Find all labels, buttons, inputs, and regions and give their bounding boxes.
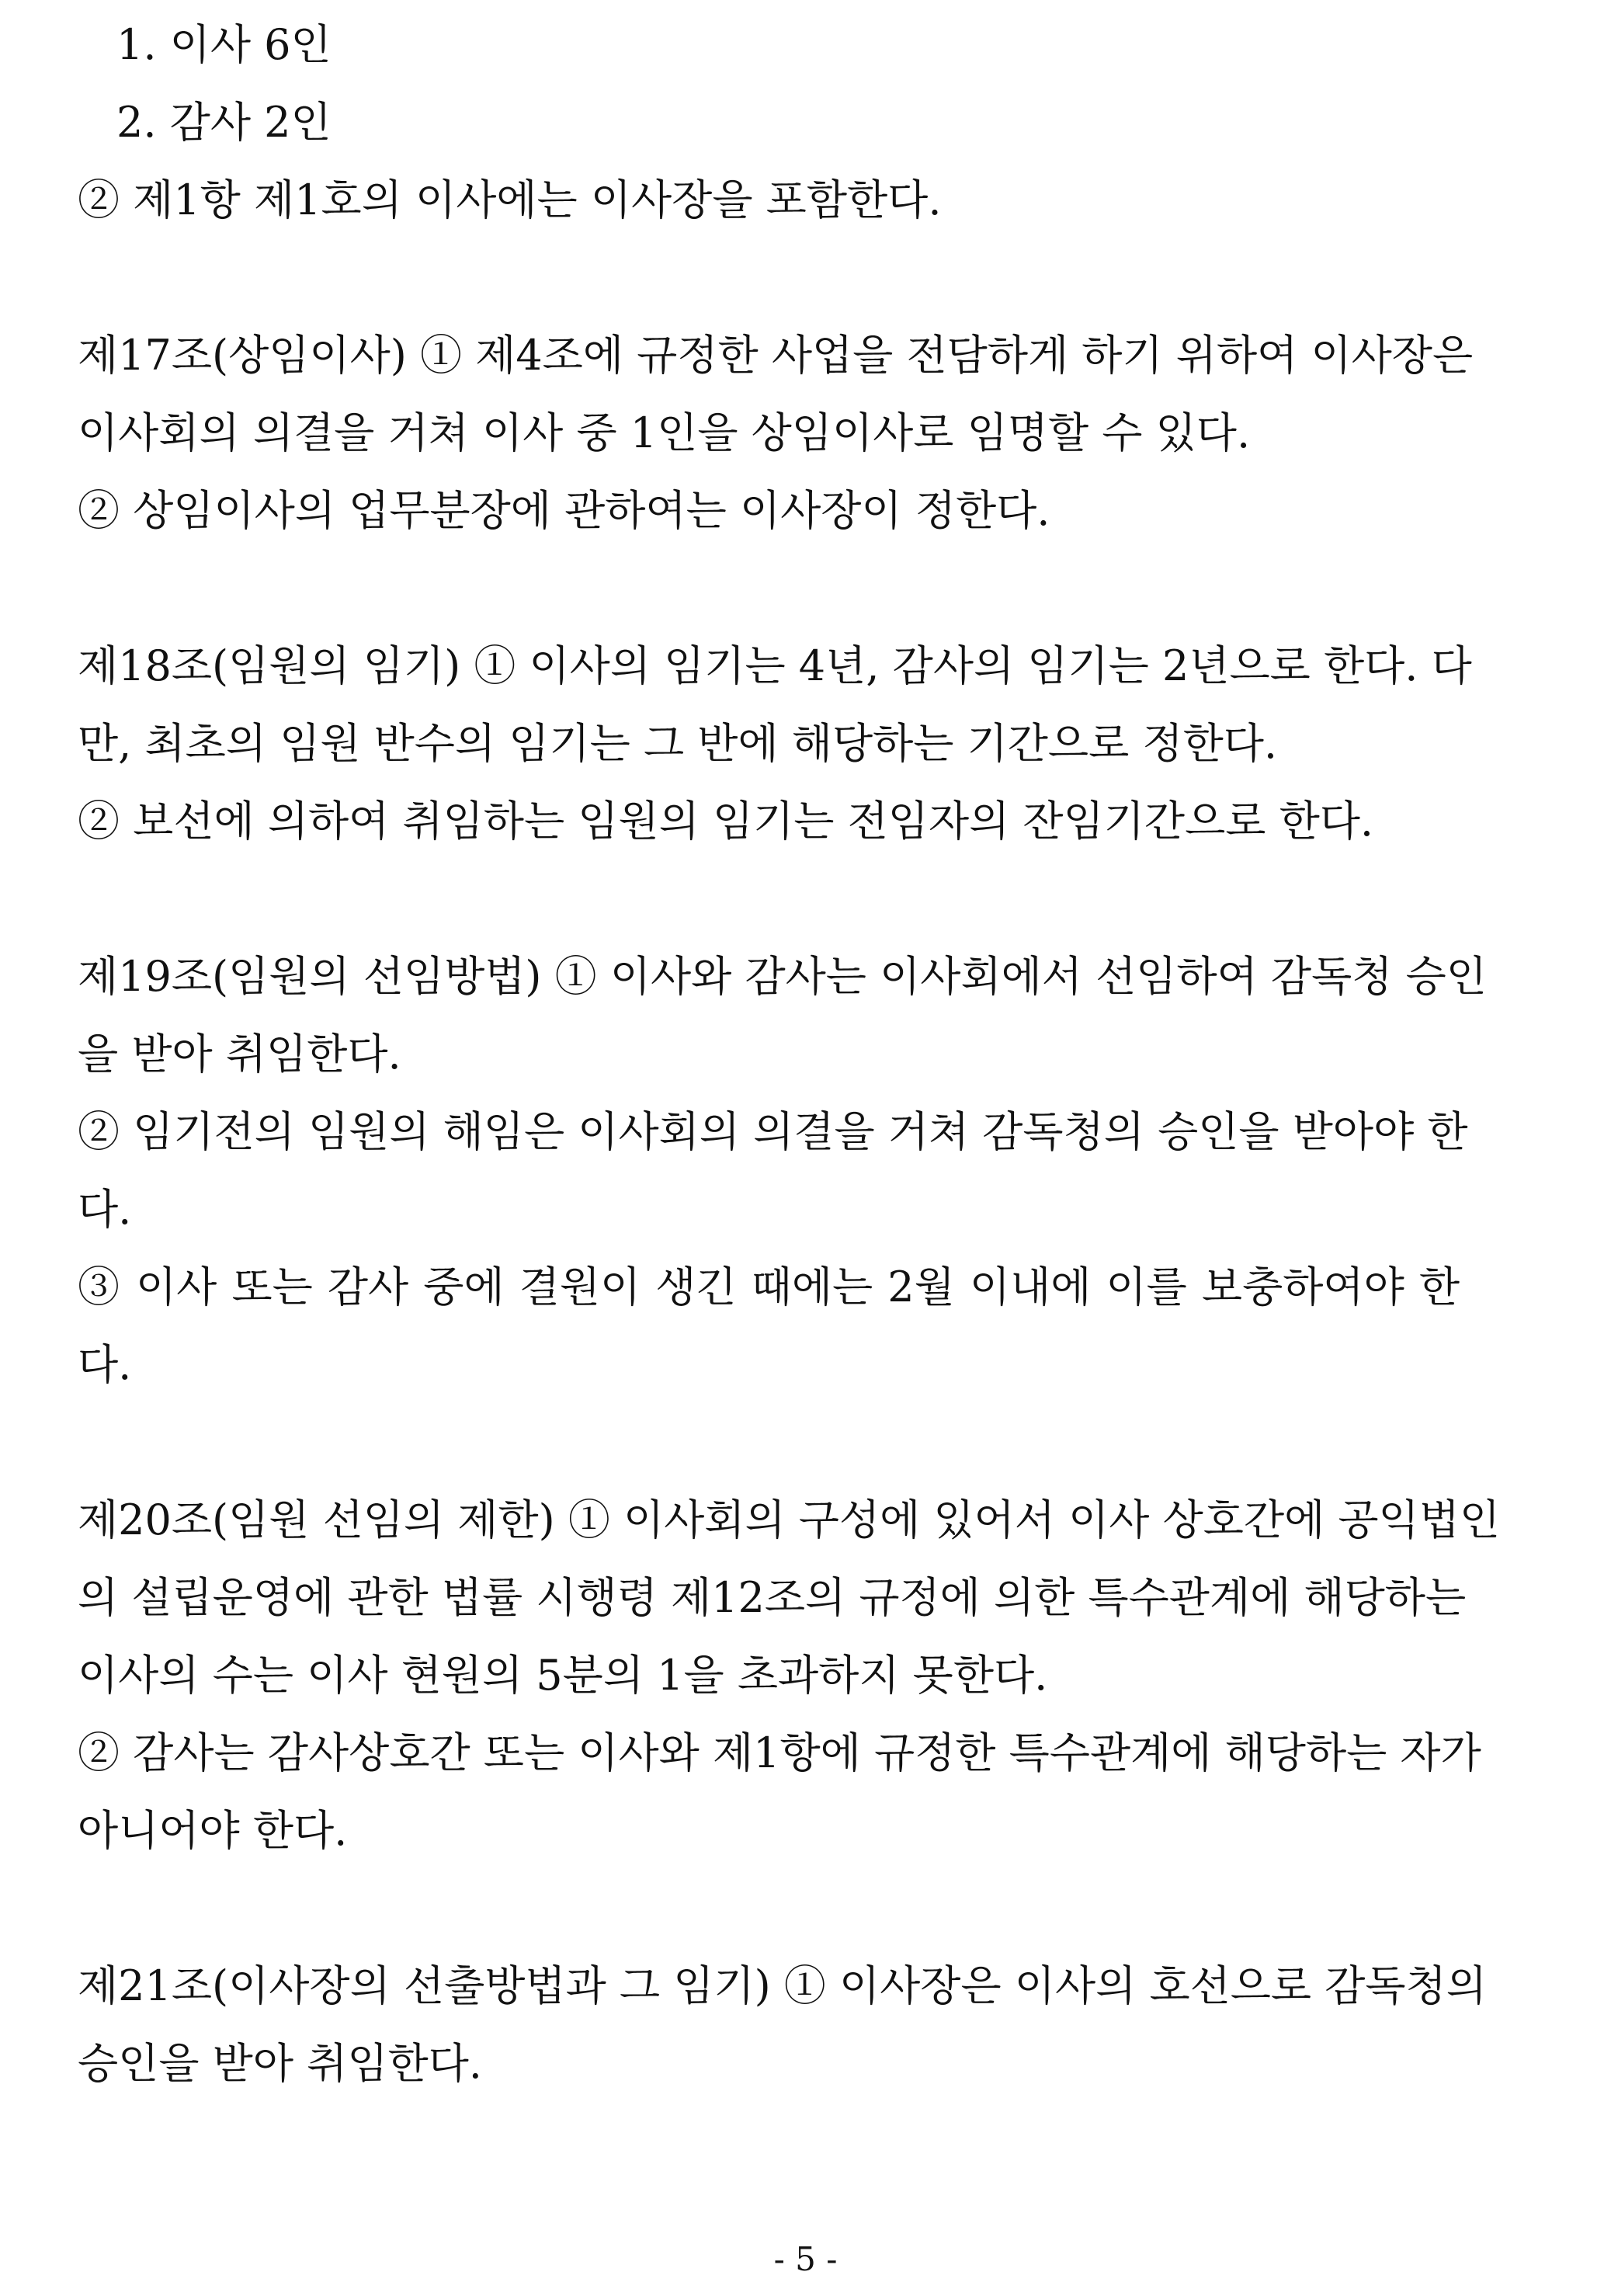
list-item-auditors: 2. 감사 2인 xyxy=(116,98,332,147)
article-17-line: 이사회의 의결을 거쳐 이사 중 1인을 상임이사로 임명할 수 있다. xyxy=(78,408,1251,457)
article-19-clause-3: ③ 이사 또는 감사 중에 결원이 생긴 때에는 2월 이내에 이를 보충하여야 한 xyxy=(78,1263,1460,1311)
list-item-directors: 1. 이사 6인 xyxy=(116,20,332,69)
article-18-clause-2: ② 보선에 의하여 취임하는 임원의 임기는 전임자의 잔임기간으로 한다. xyxy=(78,797,1374,846)
article-17-clause-2: ② 상임이사의 업무분장에 관하여는 이사장이 정한다. xyxy=(78,486,1050,535)
article-21-heading-line: 제21조(이사장의 선출방법과 그 임기) ① 이사장은 이사의 호선으로 감독청의 xyxy=(78,1961,1487,2010)
article-17-heading-line: 제17조(상임이사) ① 제4조에 규정한 사업을 전담하게 하기 위하여 이사장은 xyxy=(78,331,1474,380)
article-20-line: 의 설립운영에 관한 법률 시행령 제12조의 규정에 의한 특수관계에 해당하는 xyxy=(78,1573,1467,1622)
article-21-line: 승인을 받아 취임한다. xyxy=(78,2039,482,2088)
clause-line: ② 제1항 제1호의 이사에는 이사장을 포함한다. xyxy=(78,175,942,224)
article-19-clause-2-end: 다. xyxy=(78,1185,132,1234)
article-18-heading-line: 제18조(임원의 임기) ① 이사의 임기는 4년, 감사의 임기는 2년으로 한다. 다 xyxy=(78,641,1472,690)
article-19-line: 을 받아 취임한다. xyxy=(78,1030,401,1079)
article-20-clause-2: ② 감사는 감사상호간 또는 이사와 제1항에 규정한 특수관계에 해당하는 자가 xyxy=(78,1728,1481,1777)
article-19-heading-line: 제19조(임원의 선임방법) ① 이사와 감사는 이사회에서 선임하여 감독청 승인 xyxy=(78,952,1487,1001)
page-number: - 5 - xyxy=(773,2240,838,2278)
article-19-clause-3-end: 다. xyxy=(78,1340,132,1389)
article-20-clause-2-end: 아니어야 한다. xyxy=(78,1806,348,1855)
article-20-line-end: 이사의 수는 이사 현원의 5분의 1을 초과하지 못한다. xyxy=(78,1651,1048,1700)
article-20-heading-line: 제20조(임원 선임의 제한) ① 이사회의 구성에 있어서 이사 상호간에 공익법인 xyxy=(78,1495,1501,1544)
article-19-clause-2: ② 임기전의 임원의 해임은 이사회의 의결을 거쳐 감독청의 승인을 받아야 한 xyxy=(78,1107,1468,1156)
article-18-line: 만, 최초의 임원 반수의 임기는 그 반에 해당하는 기간으로 정한다. xyxy=(78,719,1278,768)
